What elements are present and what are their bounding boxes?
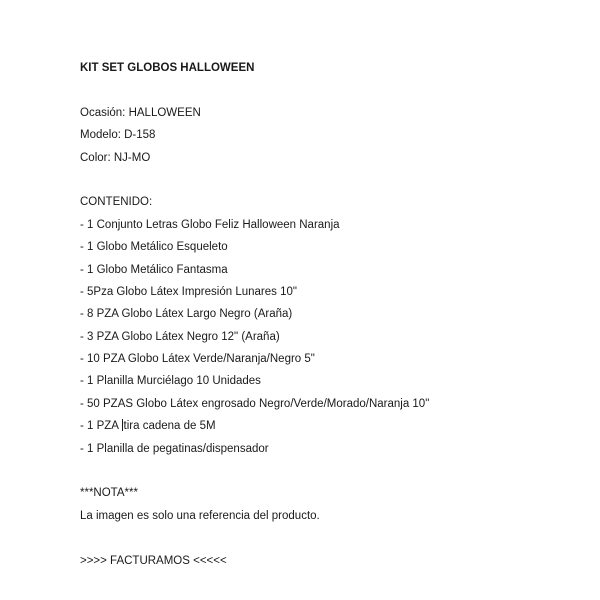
- contents-item-with-cursor[interactable]: [80, 415, 580, 437]
- blank-line: [80, 527, 580, 549]
- contents-item: - 1 Conjunto Letras Globo Feliz Halloween Naranja: [80, 218, 340, 231]
- blank-line: [80, 169, 580, 191]
- contents-item: - 50 PZAS Globo Látex engrosado Negro/Verde/Morado/Naranja 10": [80, 397, 430, 410]
- detail-occasion: Ocasión: HALLOWEEN: [80, 106, 201, 119]
- blank-line: [80, 460, 580, 482]
- contents-item: - 1 Globo Metálico Esqueleto: [80, 241, 228, 254]
- detail-color: Color: NJ-MO: [80, 151, 151, 164]
- contents-item: - 3 PZA Globo Látex Negro 12" (Araña): [80, 330, 280, 343]
- contents-item: - 10 PZA Globo Látex Verde/Naranja/Negro 5": [80, 353, 315, 366]
- contents-item: - 8 PZA Globo Látex Largo Negro (Araña): [80, 308, 293, 321]
- contents-item-text-after-cursor: tira cadena de 5M: [123, 420, 216, 433]
- document-title: KIT SET GLOBOS HALLOWEEN: [80, 62, 255, 74]
- detail-model: Modelo: D-158: [80, 129, 156, 142]
- contents-heading: CONTENIDO:: [80, 196, 153, 209]
- contents-item: - 1 Globo Metálico Fantasma: [80, 263, 228, 276]
- document-body[interactable]: [80, 57, 580, 572]
- contents-item: - 1 Planilla Murciélago 10 Unidades: [80, 375, 261, 388]
- contents-item-text-before-cursor: - 1 PZA: [80, 420, 122, 433]
- footer-text: >>>> FACTURAMOS <<<<<: [80, 554, 227, 567]
- contents-item: - 5Pza Globo Látex Impresión Lunares 10": [80, 285, 297, 298]
- note-heading: ***NOTA***: [80, 487, 138, 500]
- contents-item: - 1 Planilla de pegatinas/dispensador: [80, 442, 269, 455]
- blank-line: [80, 79, 580, 101]
- note-text: La imagen es solo una referencia del producto.: [80, 509, 320, 522]
